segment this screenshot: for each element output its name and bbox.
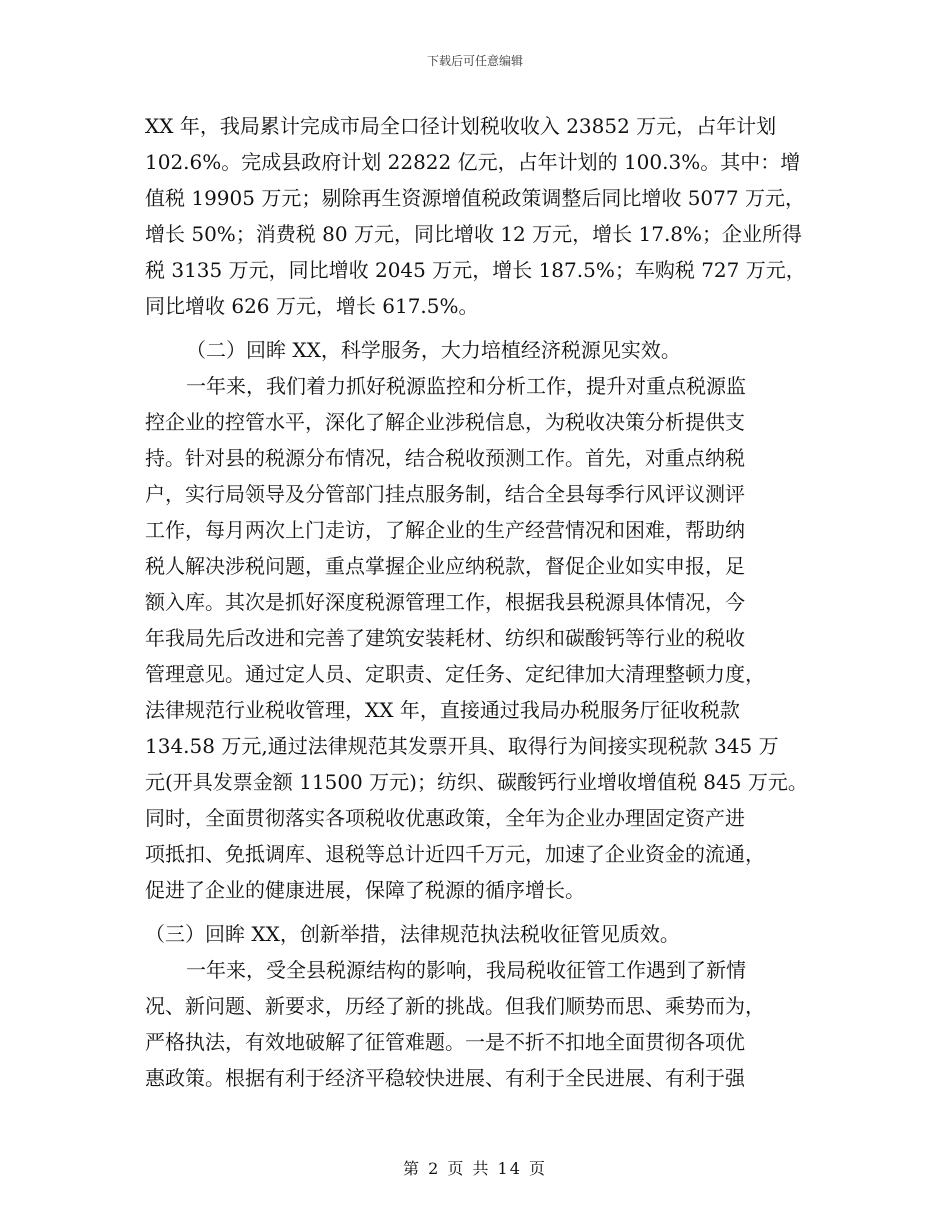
body-line: 同比增收 626 万元，增长 617.5%。 bbox=[145, 294, 479, 318]
body-line: 税 3135 万元，同比增收 2045 万元，增长 187.5%；车购税 727 万元， bbox=[145, 258, 806, 282]
body-line: XX 年，我局累计完成市局全口径计划税收收入 23852 万元，占年计划 bbox=[145, 114, 777, 138]
body-line: 严格执法，有效地破解了征管难题。一是不折不扣地全面贯彻各项优 bbox=[145, 1030, 745, 1054]
body-line: 同时，全面贯彻落实各项税收优惠政策，全年为企业办理固定资产进 bbox=[145, 806, 745, 830]
body-line: 持。针对县的税源分布情况，结合税收预测工作。首先，对重点纳税 bbox=[145, 446, 745, 470]
section-heading: （二）回眸 XX，科学服务，大力培植经济税源见实效。 bbox=[186, 338, 681, 362]
body-line: 项抵扣、免抵调库、退税等总计近四千万元，加速了企业资金的流通， bbox=[145, 842, 765, 866]
body-line: 134.58 万元,通过法律规范其发票开具、取得行为间接实现税款 345 万 bbox=[145, 734, 779, 758]
body-line: 一年来，我们着力抓好税源监控和分析工作，提升对重点税源监 bbox=[186, 374, 746, 398]
section-heading: （三）回眸 XX，创新举措，法律规范执法税收征管见质效。 bbox=[145, 922, 680, 946]
body-line: 值税 19905 万元；剔除再生资源增值税政策调整后同比增收 5077 万元， bbox=[145, 186, 805, 210]
body-line: 控企业的控管水平，深化了解企业涉税信息，为税收决策分析提供支 bbox=[145, 410, 745, 434]
page-header: 下载后可任意编辑 bbox=[426, 54, 523, 68]
body-line: 工作，每月两次上门走访，了解企业的生产经营情况和困难，帮助纳 bbox=[145, 518, 745, 542]
body-line: 一年来，受全县税源结构的影响，我局税收征管工作遇到了新情 bbox=[186, 958, 746, 982]
body-line: 况、新问题、新要求，历经了新的挑战。但我们顺势而思、乘势而为， bbox=[145, 994, 765, 1018]
body-line: 管理意见。通过定人员、定职责、定任务、定纪律加大清理整顿力度， bbox=[145, 662, 765, 686]
body-line: 法律规范行业税收管理，XX 年，直接通过我局办税服务厅征收税款 bbox=[145, 698, 740, 722]
body-line: 102.6%。完成县政府计划 22822 亿元，占年计划的 100.3%。其中：增 bbox=[145, 150, 801, 174]
page-footer: 第 2 页 共 14 页 bbox=[403, 1159, 547, 1178]
body-line: 户，实行局领导及分管部门挂点服务制，结合全县每季行风评议测评 bbox=[145, 482, 745, 506]
body-line: 额入库。其次是抓好深度税源管理工作，根据我县税源具体情况，今 bbox=[145, 590, 745, 614]
body-line: 惠政策。根据有利于经济平稳较快进展、有利于全民进展、有利于强 bbox=[145, 1066, 745, 1090]
body-line: 增长 50%；消费税 80 万元，同比增收 12 万元，增长 17.8%；企业所得 bbox=[145, 222, 803, 246]
body-line: 税人解决涉税问题，重点掌握企业应纳税款，督促企业如实申报，足 bbox=[145, 554, 745, 578]
body-line: 年我局先后改进和完善了建筑安装耗材、纺织和碳酸钙等行业的税收 bbox=[145, 626, 745, 650]
body-line: 元(开具发票金额 11500 万元)；纺织、碳酸钙行业增收增值税 845 万元。 bbox=[145, 770, 808, 794]
body-line: 促进了企业的健康进展，保障了税源的循序增长。 bbox=[145, 878, 585, 902]
